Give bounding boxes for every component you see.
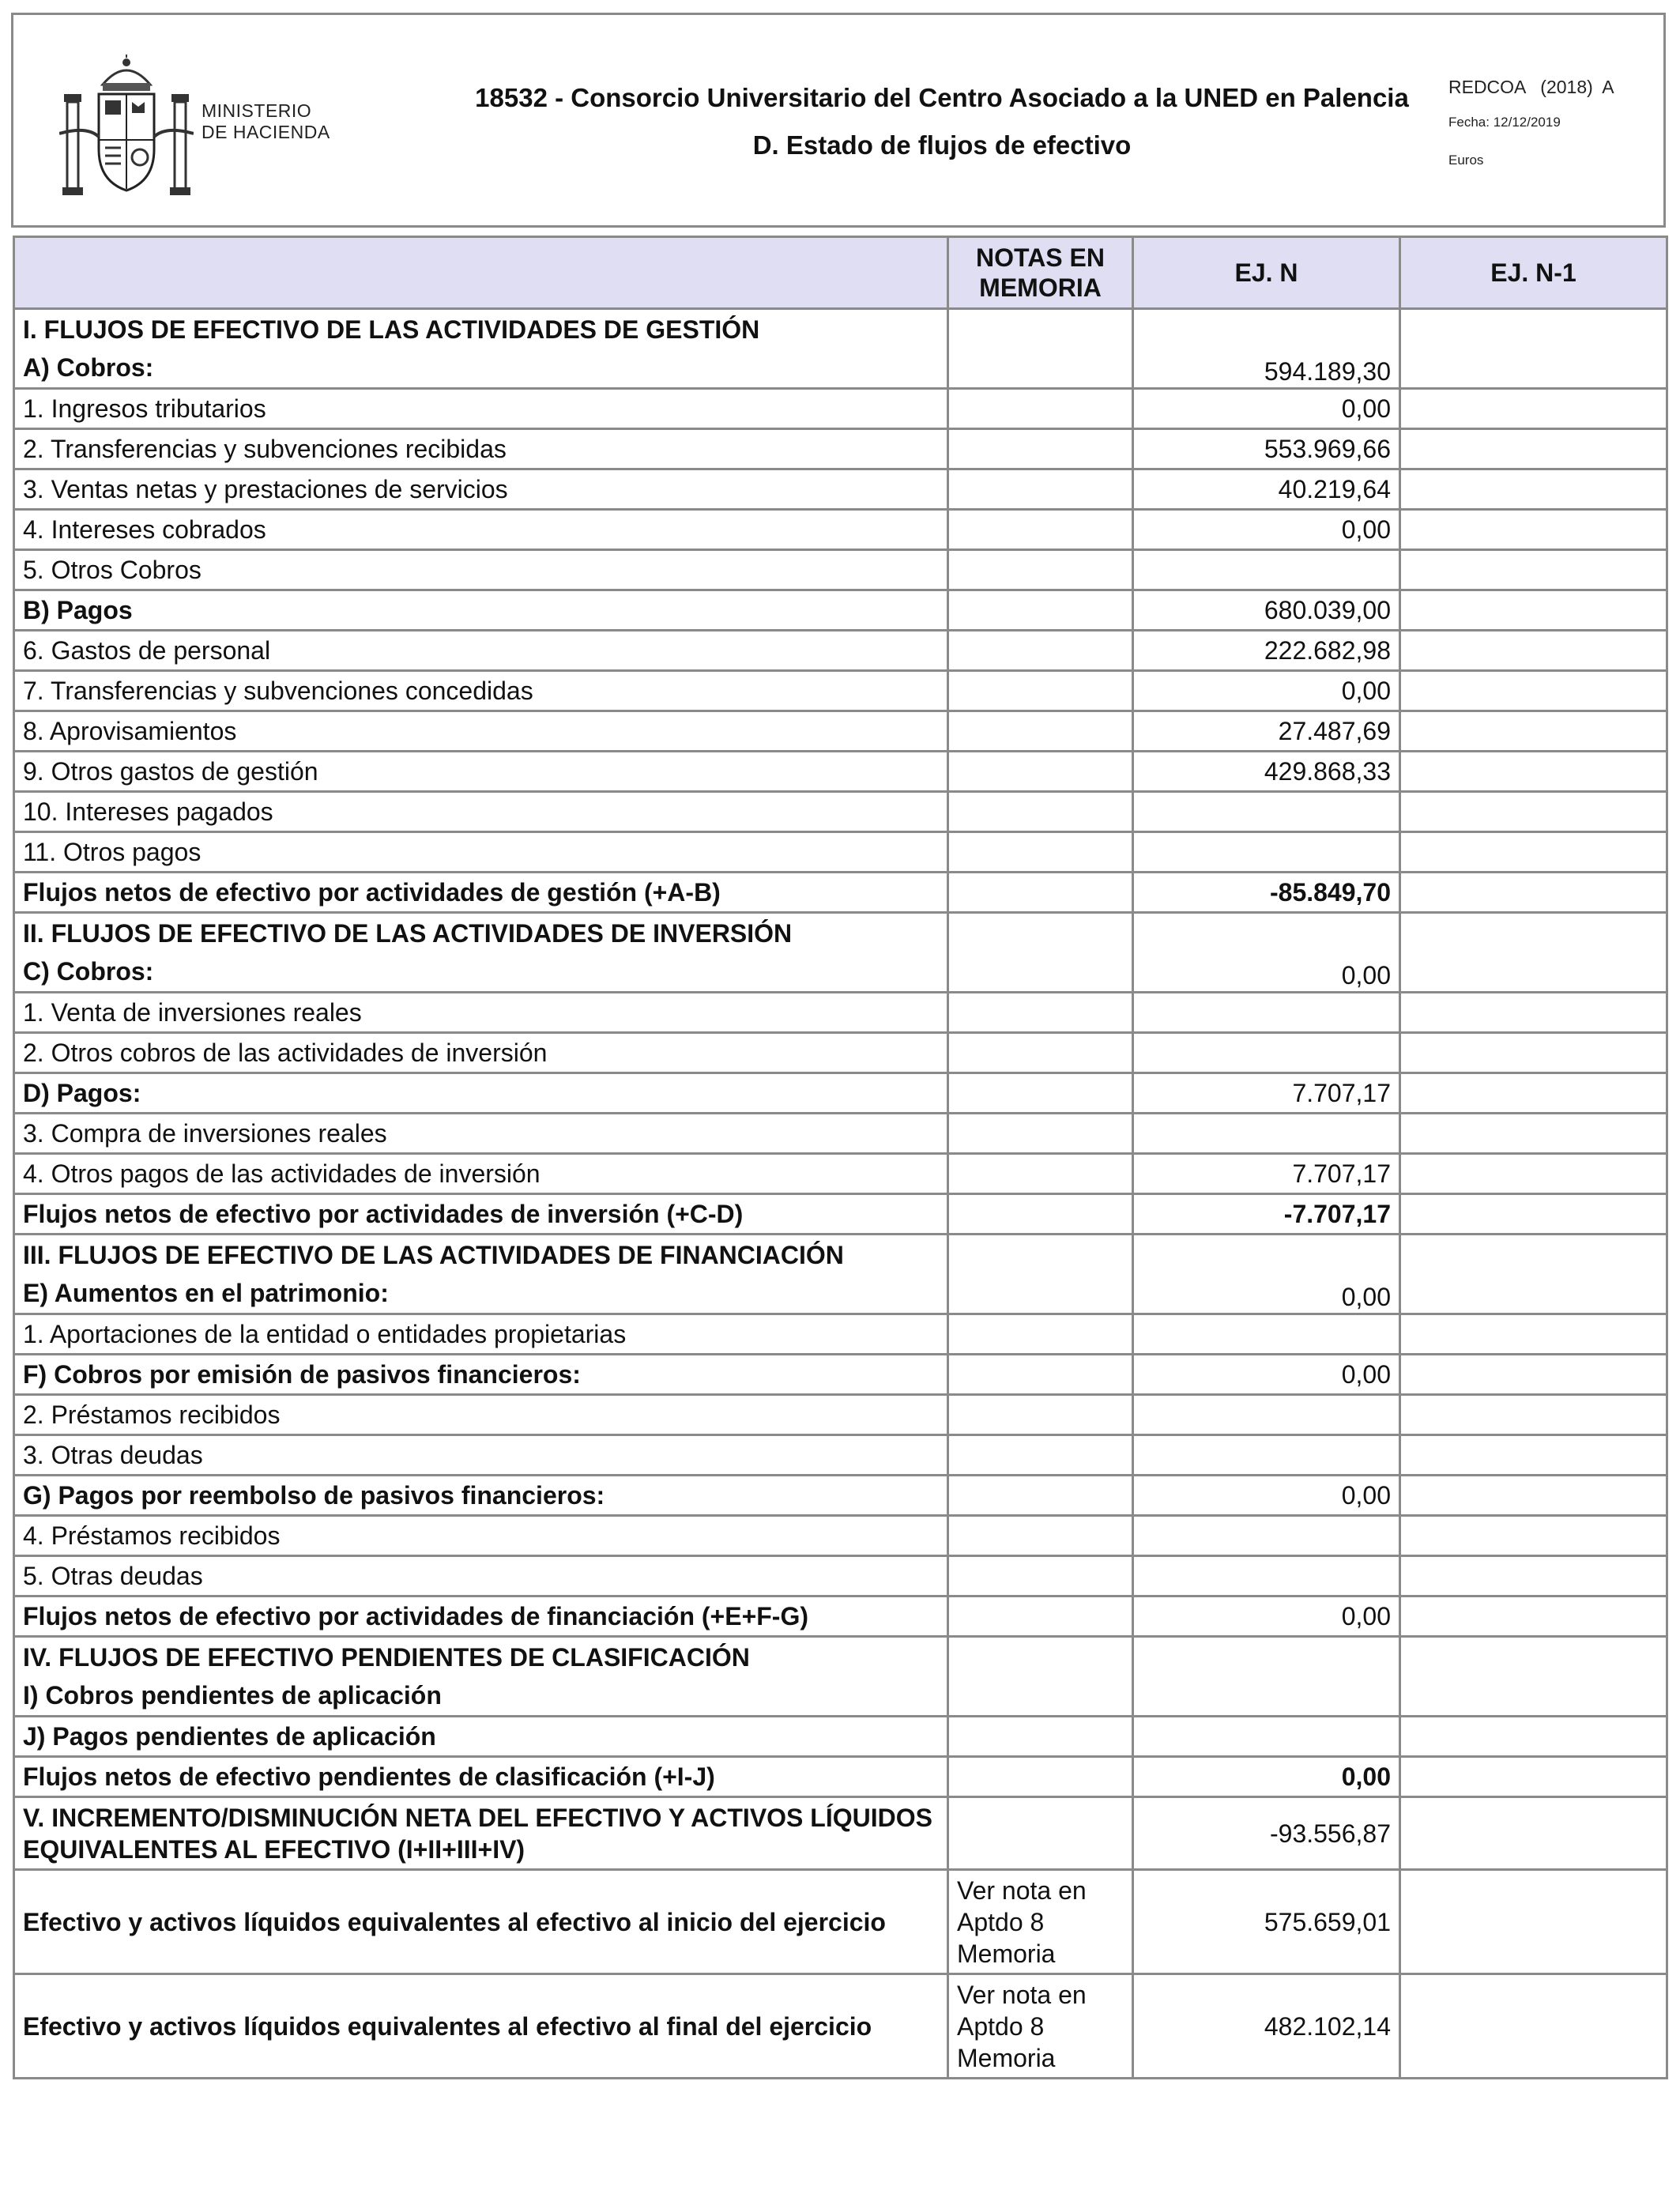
row-value-year-n-1 <box>1400 792 1667 832</box>
row-value-year-n <box>1133 1516 1400 1556</box>
table-row <box>14 1395 1667 1435</box>
row-description <box>14 1235 948 1314</box>
row-value-year-n-1 <box>1400 1435 1667 1476</box>
table-row <box>14 993 1667 1033</box>
header-notes: NOTAS EN MEMORIA <box>948 237 1133 309</box>
row-value-year-n <box>1133 1717 1400 1757</box>
row-notes <box>948 1476 1133 1516</box>
row-notes <box>948 1757 1133 1797</box>
row-notes <box>948 1797 1133 1870</box>
row-value-year-n-1 <box>1400 550 1667 590</box>
row-description <box>14 1154 948 1194</box>
row-value-year-n: 553.969,66 <box>1133 429 1400 469</box>
row-notes <box>948 792 1133 832</box>
row-value-year-n-1 <box>1400 671 1667 711</box>
table-row <box>14 1757 1667 1797</box>
row-value-year-n-1 <box>1400 1870 1667 1974</box>
table-row <box>14 711 1667 752</box>
row-description <box>14 389 948 429</box>
row-value-year-n: 0,00 <box>1133 1757 1400 1797</box>
row-label: 5. Otras deudas <box>23 1562 203 1590</box>
row-label: 8. Aprovisamientos <box>23 717 237 745</box>
row-notes <box>948 1033 1133 1073</box>
row-description <box>14 469 948 510</box>
row-notes <box>948 309 1133 389</box>
ministry-name <box>202 100 330 143</box>
row-value-year-n-1 <box>1400 1797 1667 1870</box>
row-sublabel: C) Cobros: <box>23 957 154 986</box>
row-value-year-n: 0,00 <box>1133 1235 1400 1314</box>
row-description <box>14 913 948 993</box>
row-notes <box>948 993 1133 1033</box>
row-description <box>14 1314 948 1355</box>
row-value-year-n <box>1133 550 1400 590</box>
row-description <box>14 1757 948 1797</box>
table-row <box>14 1114 1667 1154</box>
row-label: II. FLUJOS DE EFECTIVO DE LAS ACTIVIDADES DE INVERSIÓN <box>23 919 793 948</box>
row-label: Efectivo y activos líquidos equivalentes al efectivo al final del ejercicio <box>23 2011 872 2041</box>
row-label: 10. Intereses pagados <box>23 797 273 826</box>
row-sublabel: E) Aumentos en el patrimonio: <box>23 1279 389 1307</box>
table-row <box>14 1435 1667 1476</box>
row-label: Flujos netos de efectivo por actividades de gestión (+A-B) <box>23 878 721 907</box>
coat-of-arms-icon <box>59 55 194 205</box>
row-value-year-n-1 <box>1400 1556 1667 1596</box>
row-description <box>14 309 948 389</box>
row-label: G) Pagos por reembolso de pasivos financieros: <box>23 1481 605 1510</box>
row-description <box>14 1797 948 1870</box>
table-row <box>14 1717 1667 1757</box>
row-value-year-n-1 <box>1400 913 1667 993</box>
row-label: 3. Otras deudas <box>23 1441 203 1469</box>
row-value-year-n-1 <box>1400 1637 1667 1717</box>
row-sublabel: I) Cobros pendientes de aplicación <box>23 1681 442 1710</box>
row-description <box>14 1435 948 1476</box>
row-description <box>14 1974 948 2079</box>
row-notes: Ver nota en Aptdo 8 Memoria <box>948 1974 1133 2079</box>
row-sublabel: A) Cobros: <box>23 353 154 382</box>
row-notes <box>948 671 1133 711</box>
row-description <box>14 873 948 913</box>
row-notes <box>948 1073 1133 1114</box>
row-value-year-n: 0,00 <box>1133 510 1400 550</box>
row-notes <box>948 550 1133 590</box>
row-notes <box>948 510 1133 550</box>
row-value-year-n: 680.039,00 <box>1133 590 1400 631</box>
table-row <box>14 1073 1667 1114</box>
table-row <box>14 832 1667 873</box>
report-title: 18532 - Consorcio Universitario del Centro Asociado a la UNED en Palencia <box>475 83 1409 112</box>
row-label: 5. Otros Cobros <box>23 556 202 584</box>
table-row <box>14 309 1667 389</box>
row-description <box>14 792 948 832</box>
row-value-year-n-1 <box>1400 1194 1667 1235</box>
table-row <box>14 1556 1667 1596</box>
row-notes <box>948 913 1133 993</box>
row-value-year-n <box>1133 993 1400 1033</box>
row-label: 4. Intereses cobrados <box>23 515 266 544</box>
row-label: Flujos netos de efectivo pendientes de clasificación (+I-J) <box>23 1762 715 1791</box>
table-row <box>14 1194 1667 1235</box>
row-label: 3. Compra de inversiones reales <box>23 1119 387 1148</box>
table-header-row <box>14 237 1667 309</box>
row-value-year-n-1 <box>1400 429 1667 469</box>
table-row <box>14 1235 1667 1314</box>
row-label: 7. Transferencias y subvenciones concedidas <box>23 677 533 705</box>
row-value-year-n: 27.487,69 <box>1133 711 1400 752</box>
table-row <box>14 1355 1667 1395</box>
row-description <box>14 429 948 469</box>
row-label: J) Pagos pendientes de aplicación <box>23 1722 436 1751</box>
row-notes <box>948 832 1133 873</box>
row-notes <box>948 429 1133 469</box>
row-notes <box>948 1235 1133 1314</box>
row-value-year-n-1 <box>1400 389 1667 429</box>
row-notes <box>948 752 1133 792</box>
row-notes <box>948 389 1133 429</box>
table-row <box>14 1314 1667 1355</box>
row-value-year-n: 575.659,01 <box>1133 1870 1400 1974</box>
row-value-year-n-1 <box>1400 1757 1667 1797</box>
header-description <box>14 237 948 309</box>
row-value-year-n <box>1133 1435 1400 1476</box>
row-label: 6. Gastos de personal <box>23 636 271 665</box>
table-row <box>14 1870 1667 1974</box>
report-header <box>11 13 1666 228</box>
row-notes <box>948 1395 1133 1435</box>
row-notes <box>948 1314 1133 1355</box>
row-value-year-n-1 <box>1400 1516 1667 1556</box>
table-row <box>14 792 1667 832</box>
table-row <box>14 1974 1667 2079</box>
row-value-year-n <box>1133 792 1400 832</box>
row-label: 2. Transferencias y subvenciones recibidas <box>23 435 507 463</box>
row-value-year-n-1 <box>1400 1355 1667 1395</box>
row-label: D) Pagos: <box>23 1079 141 1107</box>
row-label: IV. FLUJOS DE EFECTIVO PENDIENTES DE CLASIFICACIÓN <box>23 1643 750 1672</box>
row-description <box>14 1637 948 1717</box>
report-subtitle: D. Estado de flujos de efectivo <box>752 130 1132 160</box>
table-row <box>14 1596 1667 1637</box>
row-description <box>14 671 948 711</box>
cash-flow-table <box>13 236 1668 2079</box>
row-description <box>14 510 948 550</box>
table-row <box>14 1033 1667 1073</box>
row-notes <box>948 1355 1133 1395</box>
ministry-line-1: MINISTERIO <box>202 100 312 121</box>
table-row <box>14 590 1667 631</box>
table-row <box>14 631 1667 671</box>
header-year-n: EJ. N <box>1133 237 1400 309</box>
row-value-year-n <box>1133 1114 1400 1154</box>
row-notes <box>948 1435 1133 1476</box>
row-value-year-n <box>1133 1033 1400 1073</box>
row-value-year-n-1 <box>1400 309 1667 389</box>
table-row <box>14 913 1667 993</box>
row-description <box>14 1516 948 1556</box>
row-description <box>14 832 948 873</box>
row-value-year-n-1 <box>1400 1974 1667 2079</box>
row-label: Flujos netos de efectivo por actividades de financiación (+E+F-G) <box>23 1602 808 1630</box>
row-notes <box>948 711 1133 752</box>
row-description <box>14 1556 948 1596</box>
row-label: Flujos netos de efectivo por actividades de inversión (+C-D) <box>23 1200 744 1228</box>
row-value-year-n-1 <box>1400 469 1667 510</box>
row-description <box>14 993 948 1033</box>
row-description <box>14 1870 948 1974</box>
row-value-year-n-1 <box>1400 1314 1667 1355</box>
row-value-year-n-1 <box>1400 832 1667 873</box>
ministry-line-2: DE HACIENDA <box>202 122 330 142</box>
row-description <box>14 1476 948 1516</box>
table-row <box>14 1476 1667 1516</box>
row-value-year-n: 7.707,17 <box>1133 1073 1400 1114</box>
row-description <box>14 1717 948 1757</box>
row-notes <box>948 469 1133 510</box>
row-value-year-n: -93.556,87 <box>1133 1797 1400 1870</box>
table-row <box>14 510 1667 550</box>
row-label: 9. Otros gastos de gestión <box>23 757 318 786</box>
row-value-year-n-1 <box>1400 1073 1667 1114</box>
report-currency: Euros <box>1448 153 1484 168</box>
table-row <box>14 429 1667 469</box>
row-value-year-n: 429.868,33 <box>1133 752 1400 792</box>
row-value-year-n-1 <box>1400 1154 1667 1194</box>
row-label: III. FLUJOS DE EFECTIVO DE LAS ACTIVIDADES DE FINANCIACIÓN <box>23 1241 844 1269</box>
row-notes <box>948 1516 1133 1556</box>
report-date: Fecha: 12/12/2019 <box>1448 115 1561 130</box>
row-notes <box>948 1194 1133 1235</box>
row-value-year-n: 594.189,30 <box>1133 309 1400 389</box>
row-label: 4. Préstamos recibidos <box>23 1521 281 1550</box>
row-description <box>14 1114 948 1154</box>
row-value-year-n: 0,00 <box>1133 913 1400 993</box>
row-value-year-n: 482.102,14 <box>1133 1974 1400 2079</box>
row-value-year-n-1 <box>1400 510 1667 550</box>
row-value-year-n-1 <box>1400 631 1667 671</box>
row-value-year-n-1 <box>1400 752 1667 792</box>
row-value-year-n: 0,00 <box>1133 389 1400 429</box>
row-notes <box>948 1114 1133 1154</box>
row-description <box>14 1073 948 1114</box>
row-label: 1. Aportaciones de la entidad o entidades propietarias <box>23 1320 627 1348</box>
row-value-year-n-1 <box>1400 873 1667 913</box>
row-label: F) Cobros por emisión de pasivos financieros: <box>23 1360 581 1389</box>
row-value-year-n-1 <box>1400 1235 1667 1314</box>
row-label: B) Pagos <box>23 596 133 624</box>
table-row <box>14 873 1667 913</box>
row-value-year-n <box>1133 1556 1400 1596</box>
row-value-year-n-1 <box>1400 590 1667 631</box>
row-value-year-n: 0,00 <box>1133 671 1400 711</box>
row-description <box>14 1194 948 1235</box>
row-description <box>14 1033 948 1073</box>
row-value-year-n-1 <box>1400 1596 1667 1637</box>
row-notes <box>948 1717 1133 1757</box>
table-row <box>14 469 1667 510</box>
row-value-year-n <box>1133 1637 1400 1717</box>
row-value-year-n: 222.682,98 <box>1133 631 1400 671</box>
row-description <box>14 631 948 671</box>
row-label: V. INCREMENTO/DISMINUCIÓN NETA DEL EFECTIVO Y ACTIVOS LÍQUIDOS EQUIVALENTES AL EFECTIVO (I+II+III+IV) <box>23 1803 932 1864</box>
row-notes <box>948 1596 1133 1637</box>
row-label: I. FLUJOS DE EFECTIVO DE LAS ACTIVIDADES DE GESTIÓN <box>23 315 760 344</box>
row-value-year-n-1 <box>1400 1114 1667 1154</box>
row-label: 2. Otros cobros de las actividades de inversión <box>23 1039 548 1067</box>
report-code: REDCOA (2018) A <box>1448 77 1614 97</box>
row-notes <box>948 631 1133 671</box>
row-value-year-n: -7.707,17 <box>1133 1194 1400 1235</box>
row-description <box>14 550 948 590</box>
row-description <box>14 752 948 792</box>
row-value-year-n-1 <box>1400 993 1667 1033</box>
row-notes <box>948 873 1133 913</box>
table-row <box>14 1797 1667 1870</box>
row-value-year-n: -85.849,70 <box>1133 873 1400 913</box>
row-label: 11. Otros pagos <box>23 838 202 866</box>
row-label: Efectivo y activos líquidos equivalentes al efectivo al inicio del ejercicio <box>23 1907 886 1936</box>
row-label: 2. Préstamos recibidos <box>23 1400 281 1429</box>
row-value-year-n <box>1133 1314 1400 1355</box>
row-value-year-n-1 <box>1400 1717 1667 1757</box>
row-value-year-n-1 <box>1400 1395 1667 1435</box>
row-notes <box>948 1154 1133 1194</box>
row-label: 1. Venta de inversiones reales <box>23 998 362 1027</box>
table-row <box>14 550 1667 590</box>
row-value-year-n <box>1133 832 1400 873</box>
row-description <box>14 1596 948 1637</box>
row-value-year-n-1 <box>1400 1033 1667 1073</box>
row-description <box>14 590 948 631</box>
row-description <box>14 1395 948 1435</box>
table-row <box>14 1637 1667 1717</box>
row-notes <box>948 590 1133 631</box>
table-row <box>14 671 1667 711</box>
row-label: 4. Otros pagos de las actividades de inversión <box>23 1159 541 1188</box>
table-row <box>14 1154 1667 1194</box>
row-label: 1. Ingresos tributarios <box>23 394 266 423</box>
row-description <box>14 1355 948 1395</box>
row-description <box>14 711 948 752</box>
row-value-year-n: 0,00 <box>1133 1476 1400 1516</box>
row-notes: Ver nota en Aptdo 8 Memoria <box>948 1870 1133 1974</box>
row-value-year-n: 0,00 <box>1133 1596 1400 1637</box>
table-row <box>14 389 1667 429</box>
row-value-year-n: 40.219,64 <box>1133 469 1400 510</box>
row-label: 3. Ventas netas y prestaciones de servicios <box>23 475 508 503</box>
row-value-year-n-1 <box>1400 711 1667 752</box>
row-value-year-n-1 <box>1400 1476 1667 1516</box>
header-year-n-1: EJ. N-1 <box>1400 237 1667 309</box>
row-notes <box>948 1637 1133 1717</box>
row-value-year-n: 7.707,17 <box>1133 1154 1400 1194</box>
row-value-year-n: 0,00 <box>1133 1355 1400 1395</box>
row-notes <box>948 1556 1133 1596</box>
row-value-year-n <box>1133 1395 1400 1435</box>
table-row <box>14 1516 1667 1556</box>
table-row <box>14 752 1667 792</box>
